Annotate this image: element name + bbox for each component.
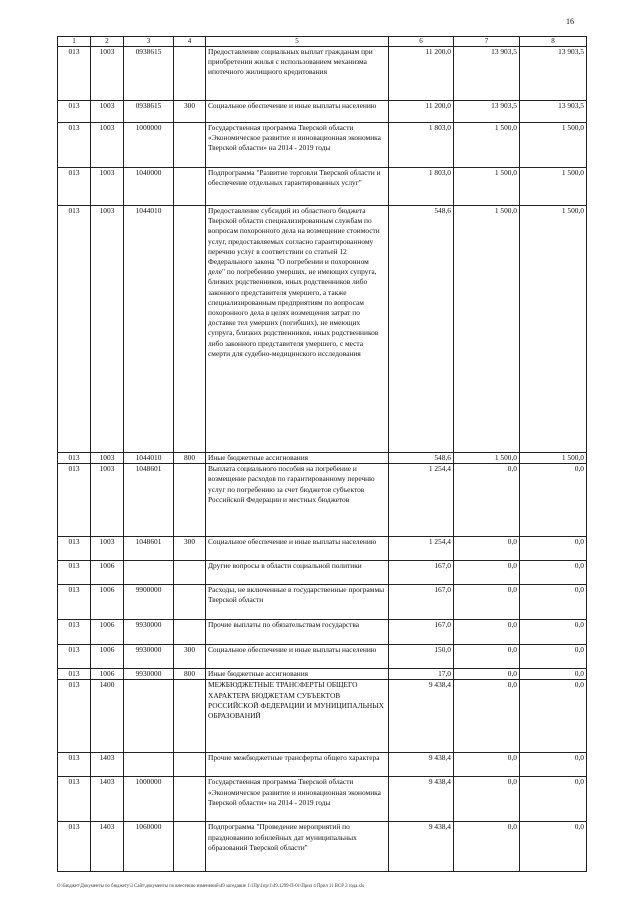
amount-cell: 548,6 [389, 453, 454, 464]
table-row [58, 753, 587, 777]
table-row [58, 168, 587, 206]
section-code-cell: 1003 [91, 453, 124, 464]
item-name-cell: Выплата социального пособия на погребение и возмещение расходов по гарантированному перечню услуг по погребению за счет бюджетов субъектов Российской Федерации и местных бюджетов [206, 464, 389, 537]
amount-cell: 1 500,0 [520, 453, 587, 464]
table-row [58, 453, 587, 464]
header-cell: 7 [454, 37, 520, 47]
amount-cell: 0,0 [520, 680, 587, 753]
amount-cell: 0,0 [520, 464, 587, 537]
item-name-cell: Социальное обеспечение и иные выплаты населению [206, 537, 389, 561]
expense-type-cell [174, 123, 206, 168]
table-row [58, 669, 587, 680]
amount-cell: 167,0 [389, 620, 454, 645]
amount-cell: 11 200,0 [389, 101, 454, 123]
amount-cell: 1 500,0 [454, 453, 520, 464]
amount-cell: 0,0 [454, 620, 520, 645]
budget-table [57, 36, 587, 872]
target-code-cell [124, 680, 174, 753]
section-code-cell: 1006 [91, 585, 124, 620]
item-name-cell: Подпрограмма "Проведение мероприятий по празднованию юбилейных дат муниципальных образований Тверской области" [206, 822, 389, 872]
target-code-cell: 9930000 [124, 620, 174, 645]
target-code-cell: 1044010 [124, 453, 174, 464]
amount-cell: 0,0 [454, 585, 520, 620]
amount-cell: 1 500,0 [520, 206, 587, 453]
section-code-cell: 1003 [91, 123, 124, 168]
admin-code-cell: 013 [58, 620, 91, 645]
target-code-cell: 1060000 [124, 822, 174, 872]
item-name-cell: Расходы, не включенные в государственные программы Тверской области [206, 585, 389, 620]
section-code-cell: 1006 [91, 620, 124, 645]
target-code-cell: 9930000 [124, 669, 174, 680]
expense-type-cell [174, 561, 206, 585]
item-name-cell: Социальное обеспечение и иные выплаты населению [206, 101, 389, 123]
header-cell: 3 [124, 37, 174, 47]
admin-code-cell: 013 [58, 537, 91, 561]
table-row [58, 561, 587, 585]
target-code-cell: 9930000 [124, 645, 174, 669]
amount-cell: 13 903,5 [520, 47, 587, 101]
header-cell: 4 [174, 37, 206, 47]
item-name-cell: МЕЖБЮДЖЕТНЫЕ ТРАНСФЕРТЫ ОБЩЕГО ХАРАКТЕРА БЮДЖЕТАМ СУБЪЕКТОВ РОССИЙСКОЙ ФЕДЕРАЦИИ И МУНИЦИПАЛЬНЫХ ОБРАЗОВАНИЙ [206, 680, 389, 753]
amount-cell: 0,0 [520, 753, 587, 777]
amount-cell: 1 500,0 [454, 123, 520, 168]
amount-cell: 0,0 [520, 620, 587, 645]
table-row [58, 822, 587, 872]
amount-cell: 1 500,0 [454, 206, 520, 453]
table-row [58, 123, 587, 168]
expense-type-cell [174, 47, 206, 101]
section-code-cell: 1003 [91, 464, 124, 537]
item-name-cell: Государственная программа Тверской области «Экономическое развитие и инновационная экономика Тверской области» на 2014 - 2019 годы [206, 123, 389, 168]
expense-type-cell: 300 [174, 537, 206, 561]
section-code-cell: 1006 [91, 561, 124, 585]
table-row [58, 464, 587, 537]
amount-cell: 1 803,0 [389, 123, 454, 168]
admin-code-cell: 013 [58, 680, 91, 753]
section-code-cell: 1403 [91, 822, 124, 872]
file-path-footer: O:\Бюджет\Документы по бюджету\3 Сайт\документы по внесению изменений\49 заседание 1\1Пр\1пр\1\49.1299-П-01\Прил 4 Прил 11 ВСР 3 года.xls [57, 884, 365, 889]
amount-cell: 0,0 [520, 669, 587, 680]
admin-code-cell: 013 [58, 101, 91, 123]
table-row [58, 777, 587, 822]
target-code-cell: 1000000 [124, 123, 174, 168]
expense-type-cell [174, 585, 206, 620]
item-name-cell: Предоставление субсидий из областного бюджета Тверской области специализированным службам по вопросам похоронного дела на возмещение стоимости услуг, предоставляемых согласно гарантированному перечню услуг в соответствии со статьей 12 Федерального закона "О погребении и похоронном деле" по погребению умерших, не имеющих супруга, близких родственников, иных родственников либо законного представителя умершего, а также специализированным предприятиям по вопросам похоронного дела в целях возмещения затрат по доставке тел умерших (погибших), не имеющих супруга, близких родственников, иных родственников либо законного представителя умершего, с места смерти для судебно-медицинского исследования [206, 206, 389, 453]
amount-cell: 17,0 [389, 669, 454, 680]
expense-type-cell [174, 753, 206, 777]
expense-type-cell [174, 464, 206, 537]
target-code-cell: 1040000 [124, 168, 174, 206]
expense-type-cell [174, 168, 206, 206]
amount-cell: 150,0 [389, 645, 454, 669]
admin-code-cell: 013 [58, 822, 91, 872]
amount-cell: 13 903,5 [454, 101, 520, 123]
admin-code-cell: 013 [58, 206, 91, 453]
item-name-cell: Предоставление социальных выплат гражданам при приобретении жилья с использованием механизма ипотечного жилищного кредитования [206, 47, 389, 101]
expense-type-cell: 300 [174, 101, 206, 123]
target-code-cell: 0938615 [124, 47, 174, 101]
admin-code-cell: 013 [58, 777, 91, 822]
amount-cell: 0,0 [520, 777, 587, 822]
section-code-cell: 1003 [91, 47, 124, 101]
admin-code-cell: 013 [58, 585, 91, 620]
page-number: 16 [566, 17, 574, 26]
header-cell: 2 [91, 37, 124, 47]
amount-cell: 0,0 [454, 680, 520, 753]
expense-type-cell [174, 680, 206, 753]
amount-cell: 13 903,5 [520, 101, 587, 123]
item-name-cell: Иные бюджетные ассигнования [206, 453, 389, 464]
amount-cell: 1 500,0 [520, 168, 587, 206]
admin-code-cell: 013 [58, 645, 91, 669]
header-cell: 6 [389, 37, 454, 47]
amount-cell: 1 254,4 [389, 537, 454, 561]
target-code-cell: 1044010 [124, 206, 174, 453]
expense-type-cell: 800 [174, 669, 206, 680]
admin-code-cell: 013 [58, 561, 91, 585]
expense-type-cell: 300 [174, 645, 206, 669]
target-code-cell [124, 753, 174, 777]
target-code-cell: 1048601 [124, 464, 174, 537]
amount-cell: 0,0 [520, 585, 587, 620]
amount-cell: 1 254,4 [389, 464, 454, 537]
target-code-cell [124, 561, 174, 585]
amount-cell: 9 438,4 [389, 753, 454, 777]
amount-cell: 13 903,5 [454, 47, 520, 101]
target-code-cell: 1000000 [124, 777, 174, 822]
admin-code-cell: 013 [58, 453, 91, 464]
expense-type-cell [174, 777, 206, 822]
amount-cell: 0,0 [454, 669, 520, 680]
amount-cell: 11 200,0 [389, 47, 454, 101]
header-cell: 5 [206, 37, 389, 47]
admin-code-cell: 013 [58, 753, 91, 777]
header-cell: 8 [520, 37, 587, 47]
table-row [58, 47, 587, 101]
admin-code-cell: 013 [58, 168, 91, 206]
amount-cell: 1 500,0 [454, 168, 520, 206]
section-code-cell: 1400 [91, 680, 124, 753]
amount-cell: 1 500,0 [520, 123, 587, 168]
expense-type-cell [174, 822, 206, 872]
amount-cell: 0,0 [520, 561, 587, 585]
amount-cell: 0,0 [520, 822, 587, 872]
admin-code-cell: 013 [58, 669, 91, 680]
amount-cell: 0,0 [454, 753, 520, 777]
admin-code-cell: 013 [58, 464, 91, 537]
amount-cell: 9 438,4 [389, 822, 454, 872]
table-row [58, 620, 587, 645]
expense-type-cell [174, 620, 206, 645]
section-code-cell: 1006 [91, 669, 124, 680]
item-name-cell: Прочие межбюджетные трансферты общего характера [206, 753, 389, 777]
amount-cell: 0,0 [454, 537, 520, 561]
amount-cell: 9 438,4 [389, 680, 454, 753]
admin-code-cell: 013 [58, 47, 91, 101]
amount-cell: 167,0 [389, 585, 454, 620]
table-row [58, 206, 587, 453]
amount-cell: 167,0 [389, 561, 454, 585]
amount-cell: 9 438,4 [389, 777, 454, 822]
item-name-cell: Иные бюджетные ассигнования [206, 669, 389, 680]
section-code-cell: 1003 [91, 537, 124, 561]
amount-cell: 0,0 [520, 645, 587, 669]
amount-cell: 0,0 [454, 561, 520, 585]
amount-cell: 0,0 [454, 777, 520, 822]
amount-cell: 0,0 [454, 645, 520, 669]
admin-code-cell: 013 [58, 123, 91, 168]
amount-cell: 548,6 [389, 206, 454, 453]
table-row [58, 537, 587, 561]
header-cell: 1 [58, 37, 91, 47]
item-name-cell: Прочие выплаты по обязательствам государства [206, 620, 389, 645]
section-code-cell: 1403 [91, 777, 124, 822]
section-code-cell: 1003 [91, 206, 124, 453]
section-code-cell: 1403 [91, 753, 124, 777]
table-row [58, 101, 587, 123]
section-code-cell: 1006 [91, 645, 124, 669]
section-code-cell: 1003 [91, 168, 124, 206]
item-name-cell: Другие вопросы в области социальной политики [206, 561, 389, 585]
amount-cell: 0,0 [454, 464, 520, 537]
amount-cell: 0,0 [520, 537, 587, 561]
expense-type-cell: 800 [174, 453, 206, 464]
item-name-cell: Подпрограмма "Развитие торговли Тверской области и обеспечение отдельных гарантированных услуг" [206, 168, 389, 206]
target-code-cell: 0938615 [124, 101, 174, 123]
item-name-cell: Государственная программа Тверской области «Экономическое развитие и инновационная экономика Тверской области» на 2014 - 2019 годы [206, 777, 389, 822]
section-code-cell: 1003 [91, 101, 124, 123]
table-row [58, 585, 587, 620]
item-name-cell: Социальное обеспечение и иные выплаты населению [206, 645, 389, 669]
target-code-cell: 1048601 [124, 537, 174, 561]
header-row [58, 37, 587, 47]
table-row [58, 680, 587, 753]
target-code-cell: 9900000 [124, 585, 174, 620]
expense-type-cell [174, 206, 206, 453]
amount-cell: 0,0 [454, 822, 520, 872]
table-row [58, 645, 587, 669]
amount-cell: 1 803,0 [389, 168, 454, 206]
